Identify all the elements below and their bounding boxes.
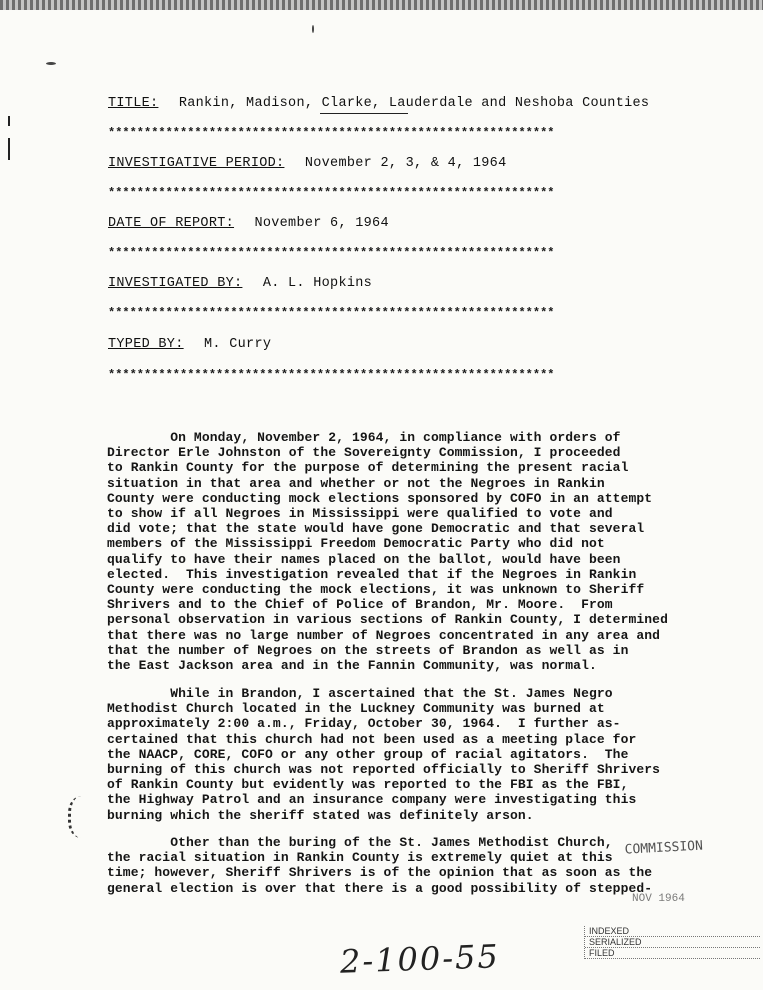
body-line: to show if all Negroes in Mississippi were qualified to vote and (107, 506, 613, 522)
body-line: time; however, Sheriff Shrivers is of the opinion that as soon as the (107, 865, 653, 881)
body-line: that there was no large number of Negroes concentrated in any area and (107, 627, 661, 643)
body-line: Methodist Church located in the Luckney Community was burned at (107, 701, 605, 717)
scan-mark (8, 138, 10, 160)
scan-blot (68, 796, 101, 838)
body-line: elected. This investigation revealed that if the Negroes in Rankin (107, 566, 637, 582)
scan-mark (8, 116, 10, 126)
body-line: the racial situation in Rankin County is extremely quiet at this (107, 850, 613, 866)
body-line: County were conducting the mock elections, it was unknown to Sheriff (107, 582, 645, 598)
scan-speck (312, 25, 314, 33)
separator-line: ************************************************************** (108, 126, 555, 140)
investigator-label: INVESTIGATED BY: (108, 276, 243, 291)
body-line: approximately 2:00 a.m., Friday, October 30, 1964. I further as- (107, 716, 621, 732)
body-line: Director Erle Johnston of the Sovereignty Commission, I proceeded (107, 445, 621, 461)
period-label: INVESTIGATIVE PERIOD: (108, 156, 285, 171)
body-line: the Highway Patrol and an insurance company were investigating this (107, 792, 637, 808)
investigator-value: A. L. Hopkins (262, 276, 373, 291)
separator-line: ************************************************************** (108, 246, 555, 260)
date-label: DATE OF REPORT: (108, 216, 235, 231)
body-line: of Rankin County but evidently was reported to the FBI as the FBI, (107, 777, 629, 793)
date-field (108, 216, 389, 231)
investigator-field (108, 276, 372, 291)
scan-speck (46, 62, 56, 65)
typist-field (108, 337, 271, 352)
period-value: November 2, 3, & 4, 1964 (304, 156, 507, 171)
indexed-label: INDEXED (585, 926, 760, 937)
body-line: that the number of Negroes on the streets of Brandon as well as in (107, 642, 629, 658)
body-line: Shrivers and to the Chief of Police of Brandon, Mr. Moore. From (107, 597, 613, 613)
body-line: personal observation in various sections of Rankin County, I determined (107, 612, 668, 628)
body-line: situation in that area and whether or not the Negroes in Rankin (107, 475, 605, 491)
typist-value: M. Curry (204, 337, 272, 352)
body-line: to Rankin County for the purpose of determining the present racial (107, 460, 629, 476)
body-line: certained that this church had not been used as a meeting place for (107, 731, 637, 747)
body-line: Other than the buring of the St. James Methodist Church, (107, 835, 613, 850)
typist-label: TYPED BY: (108, 337, 184, 352)
title-field (108, 96, 649, 111)
body-paragraph-2 (107, 686, 742, 823)
body-line: general election is over that there is a good possibility of stepped- (107, 880, 653, 896)
body-line: burning of this church was not reported officially to Sheriff Shrivers (107, 762, 661, 778)
index-stamp (584, 926, 760, 959)
date-stamp: NOV 1964 (632, 893, 685, 905)
serialized-label: SERIALIZED (585, 937, 760, 948)
separator-line: ************************************************************** (108, 186, 555, 200)
body-line: did vote; that the state would have gone Democratic and that several (107, 521, 645, 537)
commission-stamp: COMMISSION (624, 838, 704, 858)
body-line: On Monday, November 2, 1964, in compliance with orders of (107, 430, 621, 445)
body-line: burning which the sheriff stated was definitely arson. (107, 807, 534, 823)
body-line: the East Jackson area and in the Fannin Community, was normal. (107, 658, 597, 674)
body-line: the NAACP, CORE, COFO or any other group of racial agitators. The (107, 746, 629, 762)
title-underline (320, 113, 408, 114)
separator-line: ************************************************************** (108, 368, 555, 382)
period-field (108, 156, 506, 171)
separator-line: ************************************************************** (108, 306, 555, 320)
body-line: members of the Mississippi Freedom Democratic Party who did not (107, 536, 605, 552)
title-value: Rankin, Madison, Clarke, Lauderdale and Neshoba Counties (178, 96, 650, 111)
title-label: TITLE: (108, 96, 159, 111)
body-line: County were conducting mock elections sponsored by COFO in an attempt (107, 490, 653, 506)
body-line: qualify to have their names placed on the ballot, would have been (107, 551, 621, 567)
handwritten-file-number: 2-100-55 (339, 937, 501, 981)
scan-top-edge (0, 0, 763, 10)
date-value: November 6, 1964 (254, 216, 389, 231)
body-line: While in Brandon, I ascertained that the St. James Negro (107, 686, 613, 701)
body-paragraph-1 (107, 430, 742, 673)
filed-label: FILED (585, 948, 760, 959)
